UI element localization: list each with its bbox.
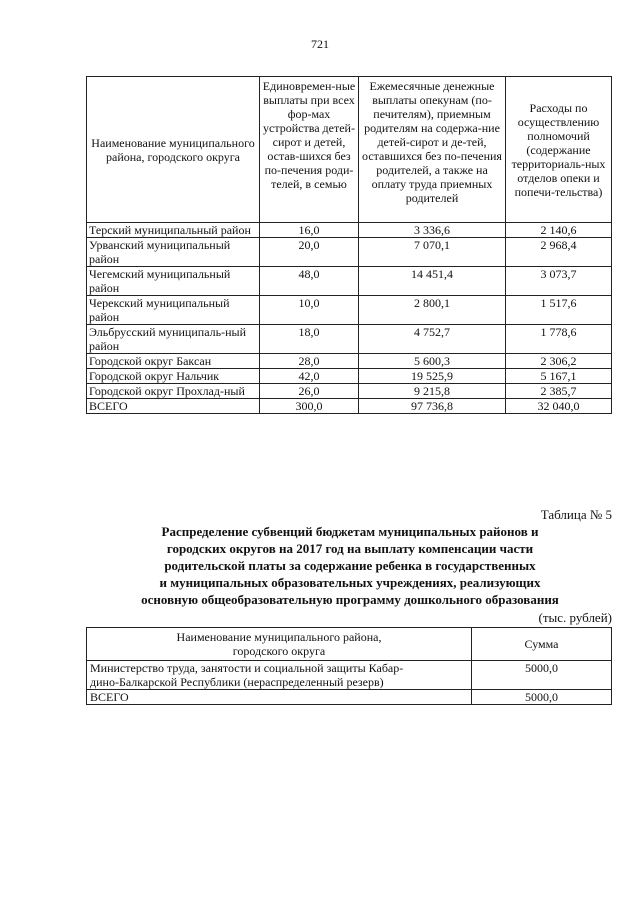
header-one-time-payments: Единовремен-ные выплаты при всех фор-мах устройства детей-сирот и детей, остав-шихся без по-печения роди-телей, в семью [260, 77, 359, 223]
page-number: 721 [311, 37, 329, 51]
subvention-table-preschool [86, 627, 612, 705]
table-row [87, 384, 612, 399]
monthly-value: 5 600,3 [359, 354, 506, 369]
one-time-value: 18,0 [260, 325, 359, 354]
table-row [87, 267, 612, 296]
table5-title-line: Распределение субвенций бюджетам муниципальных районов и [161, 524, 539, 539]
header-monthly-payments: Ежемесячные денежные выплаты опекунам (по-печителям), приемным родителям на содержа-ние детей-сирот и де-тей, оставшихся без по-печения родителей, а также на оплату труда приемных родителей [359, 77, 506, 223]
table5-units: (тыс. рублей) [538, 610, 612, 625]
district-name: Городской округ Баксан [87, 354, 260, 369]
district-name: Городской округ Прохлад-ный [87, 384, 260, 399]
expenses-value: 2 306,2 [506, 354, 612, 369]
header-name-line: городского округа [232, 644, 326, 658]
table5-title-line: родительской платы за содержание ребенка в государственных [164, 558, 536, 573]
monthly-value: 3 336,6 [359, 223, 506, 238]
expenses-value: 2 968,4 [506, 238, 612, 267]
district-name: Урванский муниципальный район [87, 238, 260, 267]
one-time-value: 48,0 [260, 267, 359, 296]
subvention-table-guardianship [86, 76, 612, 414]
one-time-value: 10,0 [260, 296, 359, 325]
table-row [87, 223, 612, 238]
one-time-value: 28,0 [260, 354, 359, 369]
recipient-name-line: дино-Балкарской Республики (нераспределенный резерв) [90, 675, 384, 689]
district-name: Эльбрусский муниципаль-ный район [87, 325, 260, 354]
sum-value: 5000,0 [472, 661, 612, 690]
one-time-value: 42,0 [260, 369, 359, 384]
one-time-value: 26,0 [260, 384, 359, 399]
district-name: Черекский муниципальный район [87, 296, 260, 325]
table-row [87, 369, 612, 384]
table-row [87, 661, 612, 690]
table-header-row [87, 77, 612, 223]
table5-title-line: городских округов на 2017 год на выплату компенсации части [166, 541, 534, 556]
monthly-value: 7 070,1 [359, 238, 506, 267]
table-row [87, 238, 612, 267]
table5-title-line: основную общеобразовательную программу дошкольного образования [141, 592, 559, 607]
total-monthly: 97 736,8 [359, 399, 506, 414]
table5-title [80, 523, 620, 608]
table-total-row [87, 690, 612, 705]
table-row [87, 354, 612, 369]
monthly-value: 9 215,8 [359, 384, 506, 399]
monthly-value: 2 800,1 [359, 296, 506, 325]
header-district-name [87, 628, 472, 661]
total-label: ВСЕГО [87, 399, 260, 414]
table-row [87, 296, 612, 325]
header-name-line: Наименование муниципального района, [176, 630, 382, 644]
recipient-name [87, 661, 472, 690]
expenses-value: 2 140,6 [506, 223, 612, 238]
expenses-value: 3 073,7 [506, 267, 612, 296]
monthly-value: 14 451,4 [359, 267, 506, 296]
table-total-row [87, 399, 612, 414]
expenses-value: 1 778,6 [506, 325, 612, 354]
table-row [87, 325, 612, 354]
total-expenses: 32 040,0 [506, 399, 612, 414]
expenses-value: 5 167,1 [506, 369, 612, 384]
district-name: Городской округ Нальчик [87, 369, 260, 384]
one-time-value: 20,0 [260, 238, 359, 267]
district-name: Терский муниципальный район [87, 223, 260, 238]
header-expenses: Расходы по осуществлению полномочий (содержание территориаль-ных отделов опеки и попечи-тельства) [506, 77, 612, 223]
total-label: ВСЕГО [87, 690, 472, 705]
header-sum: Сумма [472, 628, 612, 661]
table5-number: Таблица № 5 [540, 507, 612, 522]
table-header-row [87, 628, 612, 661]
one-time-value: 16,0 [260, 223, 359, 238]
monthly-value: 4 752,7 [359, 325, 506, 354]
monthly-value: 19 525,9 [359, 369, 506, 384]
total-one-time: 300,0 [260, 399, 359, 414]
expenses-value: 1 517,6 [506, 296, 612, 325]
expenses-value: 2 385,7 [506, 384, 612, 399]
table5-title-line: и муниципальных образовательных учреждениях, реализующих [159, 575, 541, 590]
header-district-name: Наименование муниципального района, городского округа [87, 77, 260, 223]
recipient-name-line: Министерство труда, занятости и социальной защиты Кабар- [90, 661, 404, 675]
total-sum: 5000,0 [472, 690, 612, 705]
district-name: Чегемский муниципальный район [87, 267, 260, 296]
